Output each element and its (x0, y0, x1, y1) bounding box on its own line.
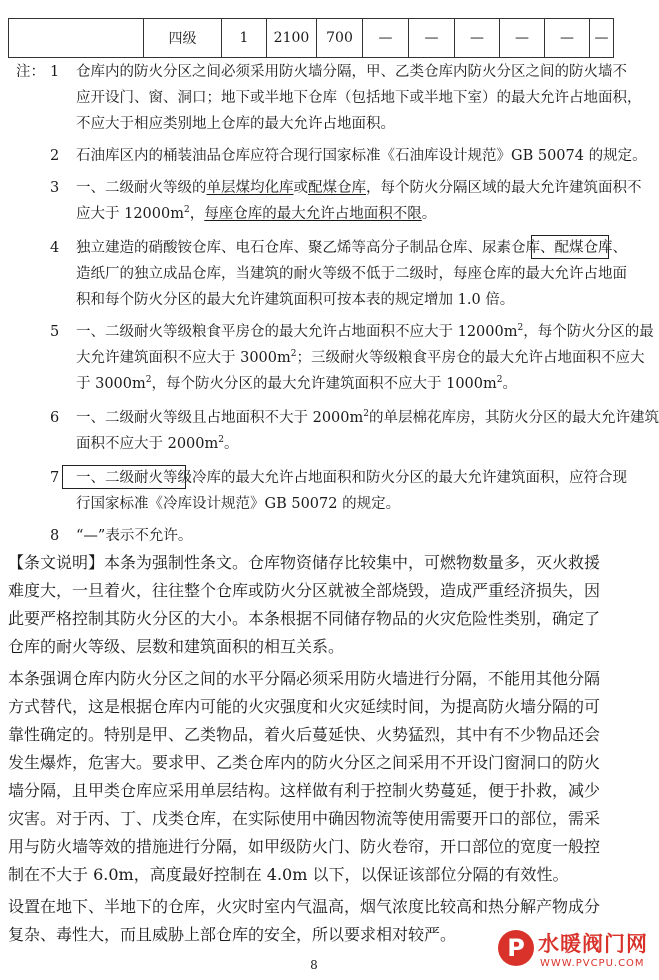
note-number: 2 (50, 148, 60, 164)
note-line: 仓库内的防火分区之间必须采用防火墙分隔，甲、乙类仓库内防火分区之间的防火墙不 (76, 64, 627, 80)
superscript: 2 (290, 349, 297, 360)
note-line (76, 374, 517, 394)
note-line (76, 408, 659, 428)
superscript: 2 (363, 409, 369, 420)
underlined-text: 每座仓库的最大允许占地面积不限 (204, 206, 422, 222)
text-run: 应大于 12000m (76, 206, 184, 222)
body-line: 难度大，一旦着火，往往整个仓库或防火分区就被全部烧毁，造成严重经济损失，因 (8, 581, 601, 600)
body-line: 仓库的耐火等级、层数和建筑面积的相互关系。 (8, 637, 345, 656)
table-cell: 四级 (144, 19, 222, 57)
text-run: 面积不应大于 2000m (76, 436, 219, 452)
highlight-box (62, 465, 186, 489)
text-run: ，每个防火分区的最 (523, 324, 654, 340)
table-cell: — (409, 19, 455, 57)
body-line: 用与防火墙等效的措施进行分隔，如甲级防火门、防火卷帘，开口部位的宽度一般控 (8, 837, 601, 856)
text-run: 独立建造的硝酸铵仓库、电石仓库、聚乙烯等高分子制品仓库、尿素仓库、 (76, 240, 555, 256)
table-cell: 1 (222, 19, 267, 57)
text-run: ；三级耐火等级粮食平房仓的最大允许占地面积不应大 (296, 350, 645, 366)
body-line: 【条文说明】本条为强制性条文。仓库物资储存比较集中，可燃物数量多，灭火救援 (8, 553, 601, 572)
body-line: 靠性确定的。特别是甲、乙类物品，着火后蔓延快、火势猛烈，其中有不少物品还会 (8, 725, 601, 744)
table-cell: — (594, 30, 609, 46)
note-number: 3 (50, 180, 60, 196)
note-line (76, 178, 642, 198)
table-cell: 700 (317, 19, 363, 57)
text-run: ，每个防火分区的最大允许建筑面积不应大于 1000m (151, 376, 497, 392)
text-run: 一、二级耐火等级的 (76, 180, 207, 196)
note-number: 8 (50, 528, 60, 544)
body-line: 复杂、毒性大，而且威胁上部仓库的安全，所以要求相对较严。 (8, 925, 457, 944)
note-line: “—”表示不允许。 (76, 528, 193, 544)
watermark-url: WWW.PVCPU.COM (540, 958, 645, 969)
superscript: 2 (517, 323, 524, 334)
note-line: 不应大于相应类别地上仓库的最大允许占地面积。 (76, 116, 395, 132)
boxed-text: 配煤仓库、 (554, 240, 627, 256)
watermark-logo-icon: P (498, 930, 534, 966)
table-cell: 2100 (267, 19, 317, 57)
table-row (8, 18, 614, 58)
text-run: 。 (421, 206, 437, 222)
note-line: 积和每个防火分区的最大允许建筑面积可按本表的规定增加 1.0 倍。 (76, 292, 515, 308)
text-run: 于 3000m (76, 376, 146, 392)
table-cell: — (545, 19, 590, 57)
text-run: ， (189, 206, 205, 222)
body-line: 本条强调仓库内防火分区之间的水平分隔必须采用防火墙进行分隔，不能用其他分隔 (8, 669, 601, 688)
watermark (498, 928, 648, 980)
notes-label: 注： (16, 64, 45, 80)
underlined-text: 单层煤均化库 (206, 180, 294, 196)
table-cell: — (363, 19, 409, 57)
body-line: 灾害。对于丙、丁、戊类仓库，在实际使用中确因物流等使用需要开口的部位，需采 (8, 809, 601, 828)
text-run: 的单层棉花库房，其防火分区的最大允许建筑 (369, 410, 659, 426)
page-number: 8 (310, 958, 318, 972)
boxed-text: 一、二级耐火等级 (76, 470, 192, 486)
text-run: 大允许建筑面积不应大于 3000m (76, 350, 291, 366)
table-cell: — (455, 19, 500, 57)
note-number: 1 (50, 64, 60, 80)
note-line: 应开设门、窗、洞口；地下或半地下仓库（包括地下或半地下室）的最大允许占地面积， (76, 90, 642, 106)
text-run: 一、二级耐火等级且占地面积不大于 2000m (76, 410, 364, 426)
text-run: 冷库的最大允许占地面积和防火分区的最大允许建筑面积，应符合现 (192, 470, 627, 486)
note-line: 行国家标准《冷库设计规范》GB 50072 的规定。 (76, 496, 401, 512)
text-run: 一、二级耐火等级粮食平房仓的最大允许占地面积不应大于 12000m (76, 324, 518, 340)
note-number: 5 (50, 324, 60, 340)
body-line: 此要严格控制其防火分区的大小。本条根据不同储存物品的火灾危险性类别，确定了 (8, 609, 601, 628)
note-number: 4 (50, 240, 60, 256)
body-line: 制在不大于 6.0m，高度最好控制在 4.0m 以下，以保证该部位分隔的有效性。 (8, 865, 569, 884)
body-line: 墙分隔，且甲类仓库应采用单层结构。这样做有利于控制火势蔓延，便于扑救，减少 (8, 781, 601, 800)
table-cell (9, 19, 144, 57)
table-cell: — (500, 19, 545, 57)
note-number: 7 (50, 470, 60, 486)
note-line: 石油库区内的桶装油品仓库应符合现行国家标准《石油库设计规范》GB 50074 的规定。 (76, 148, 647, 164)
note-number: 6 (50, 410, 60, 426)
text-run: 或 (293, 180, 308, 196)
note-line: 造纸厂的独立成品仓库，当建筑的耐火等级不低于二级时，每座仓库的最大允许占地面 (76, 266, 627, 282)
text-run: 。 (224, 436, 239, 452)
body-line: 方式替代，这是根据仓库内可能的火灾强度和火灾延续时间，为提高防火墙分隔的可 (8, 697, 601, 716)
superscript: 2 (145, 375, 152, 386)
text-run: 。 (502, 376, 517, 392)
body-line: 设置在地下、半地下的仓库，火灾时室内气温高，烟气浓度比较高和热分解产物成分 (8, 897, 601, 916)
underlined-text: 配煤仓库 (308, 180, 366, 196)
text-run: ，每个防火分隔区域的最大允许建筑面积不 (366, 180, 642, 196)
note-line (76, 204, 436, 224)
superscript: 2 (218, 435, 224, 446)
watermark-text: 水暖阀门网 (538, 932, 648, 956)
note-line (76, 348, 645, 368)
note-line (76, 434, 239, 454)
highlight-box (531, 235, 609, 259)
note-line (76, 322, 654, 342)
superscript: 2 (496, 375, 503, 386)
superscript: 2 (184, 205, 190, 216)
body-line: 发生爆炸，危害大。要求甲、乙类仓库内的防火分区之间采用不开设门窗洞口的防火 (8, 753, 601, 772)
